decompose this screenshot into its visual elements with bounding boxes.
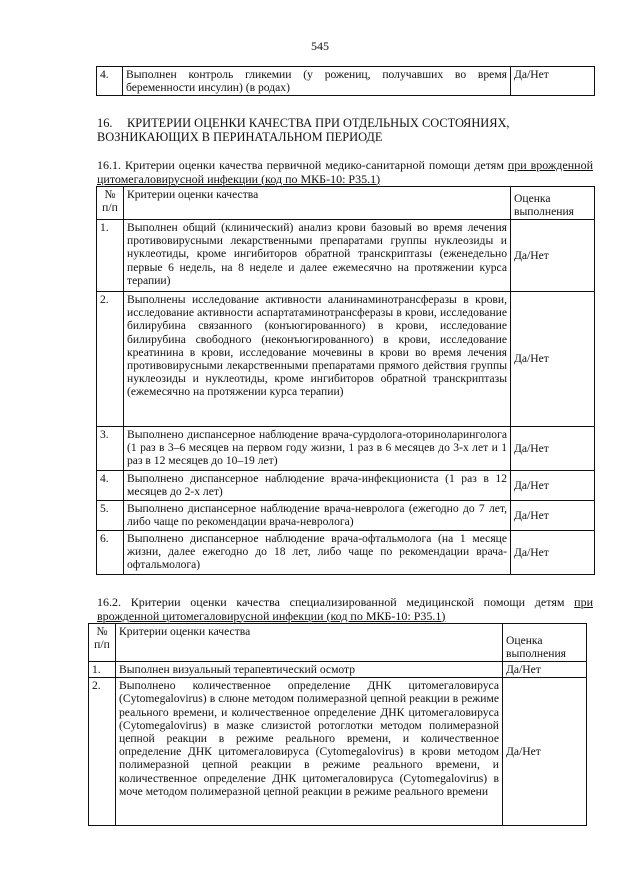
- result-cell: Да/Нет: [511, 427, 595, 471]
- subsection-heading-part1: 16.1. Критерии оценки качества первичной медико-санитарной помощи детям: [97, 158, 508, 172]
- section-16-heading: [97, 116, 592, 144]
- criteria-text: Выполнен визуальный терапевтический осмотр: [116, 662, 503, 678]
- result-cell: Да/Нет: [511, 292, 595, 427]
- header-criteria: Критерии оценки качества: [124, 187, 511, 220]
- subsection-heading-part1: 16.2. Критерии оценки качества специализированной медицинской помощи детям: [97, 595, 575, 609]
- criteria-text: Выполнено диспансерное наблюдение врача-инфекциониста (1 раз в 12 месяцев до 2-х лет): [124, 471, 511, 501]
- criteria-text: Выполнены исследование активности аланинаминотрансферазы в крови, исследование активности аспартатаминотрансферазы в крови, исследование билирубина связанного (конъюгированного) в крови, исследование билирубина свободного (неконъюгированного) в крови, исследование креатинина в крови, исследование мочевины в крови во время лечения противовирусными лекарственными препаратами прямого действия группы нуклеозиды и нуклеотиды, кроме ингибиторов обратной транскриптазы (ежемесячно на протяжении курса терапии): [124, 292, 511, 427]
- criteria-text: Выполнено диспансерное наблюдение врача-офтальмолога (на 1 месяце жизни, далее ежегодно до 18 лет, либо чаще по рекомендации врача-офтальмолога): [124, 531, 511, 575]
- row-number: 2.: [97, 292, 124, 427]
- page-number: 545: [311, 39, 329, 53]
- row-number: 5.: [97, 501, 124, 531]
- top-table: [96, 66, 595, 96]
- row-number: 1.: [97, 220, 124, 292]
- row-number: 4.: [97, 471, 124, 501]
- section-title: КРИТЕРИИ ОЦЕНКИ КАЧЕСТВА ПРИ ОТДЕЛЬНЫХ СОСТОЯНИЯХ, ВОЗНИКАЮЩИХ В ПЕРИНАТАЛЬНОМ ПЕРИОДЕ: [97, 116, 510, 144]
- table-row: [97, 67, 595, 96]
- row-number: 3.: [97, 427, 124, 471]
- row-number: 4.: [97, 67, 123, 96]
- result-cell: Да/Нет: [511, 220, 595, 292]
- header-rating: Оценка выполнения: [511, 187, 595, 220]
- table-row: [97, 471, 595, 501]
- section-number: 16.: [97, 116, 113, 130]
- criteria-table-16-1: [96, 186, 595, 575]
- result-cell: Да/Нет: [511, 531, 595, 575]
- criteria-table-16-2: [88, 623, 587, 826]
- criteria-text: Выполнено диспансерное наблюдение врача-сурдолога-оториноларинголога (1 раз в 3–6 месяцев на первом году жизни, 1 раз в 6 месяцев до 3-х лет и 1 раз в 12 месяцев до 10–19 лет): [124, 427, 511, 471]
- criteria-text: Выполнен общий (клинический) анализ крови базовый во время лечения противовирусными лекарственными препаратами группы нуклеозиды и нуклеотиды, кроме ингибиторов обратной транскриптазы (еженедельно первые 6 недель, на 8 неделе и далее ежемесячно на протяжении курса терапии): [124, 220, 511, 292]
- table-row: [97, 220, 595, 292]
- result-cell: Да/Нет: [511, 471, 595, 501]
- table-header-row: [97, 187, 595, 220]
- result-cell: Да/Нет: [503, 678, 587, 826]
- subsection-heading-part2: при врожденной цитомегаловирусной инфекции (код по МКБ-10: P35.1): [97, 158, 593, 186]
- result-cell: Да/Нет: [511, 67, 595, 96]
- criteria-text: Выполнено диспансерное наблюдение врача-невролога (ежегодно до 7 лет, либо чаще по рекомендации врача-невролога): [124, 501, 511, 531]
- header-rating: Оценка выполнения: [503, 624, 587, 662]
- table-row: [97, 292, 595, 427]
- table-row: [89, 678, 587, 826]
- result-cell: Да/Нет: [503, 662, 587, 678]
- subsection-heading-part2: при врожденной цитомегаловирусной инфекции (код по МКБ-10: P35.1): [97, 595, 593, 623]
- criteria-text: Выполнен контроль гликемии (у рожениц, получавших во время беременности инсулин) (в родах): [123, 67, 511, 96]
- table-row: [97, 531, 595, 575]
- table-row: [97, 501, 595, 531]
- header-criteria: Критерии оценки качества: [116, 624, 503, 662]
- header-number: № п/п: [97, 187, 124, 220]
- criteria-text: Выполнено количественное определение ДНК цитомегаловируса (Cytomegalovirus) в слюне методом полимеразной цепной реакции в режиме реального времени, и количественное определение ДНК цитомегаловируса (Cytomegalovirus) в мазке слизистой ротоглотки методом полимеразной цепной реакции в режиме реального времени, и количественное определение ДНК цитомегаловируса (Cytomegalovirus) в крови методом полимеразной цепной реакции в режиме реального времени, и количественное определение ДНК цитомегаловируса (Cytomegalovirus) в моче методом полимеразной цепной реакции в режиме реального времени: [116, 678, 503, 826]
- header-number: № п/п: [89, 624, 116, 662]
- subsection-16-1-heading: [97, 159, 593, 186]
- table-row: [89, 662, 587, 678]
- row-number: 6.: [97, 531, 124, 575]
- table-row: [97, 427, 595, 471]
- row-number: 1.: [89, 662, 116, 678]
- row-number: 2.: [89, 678, 116, 826]
- subsection-16-2-heading: [97, 596, 593, 623]
- result-cell: Да/Нет: [511, 501, 595, 531]
- table-header-row: [89, 624, 587, 662]
